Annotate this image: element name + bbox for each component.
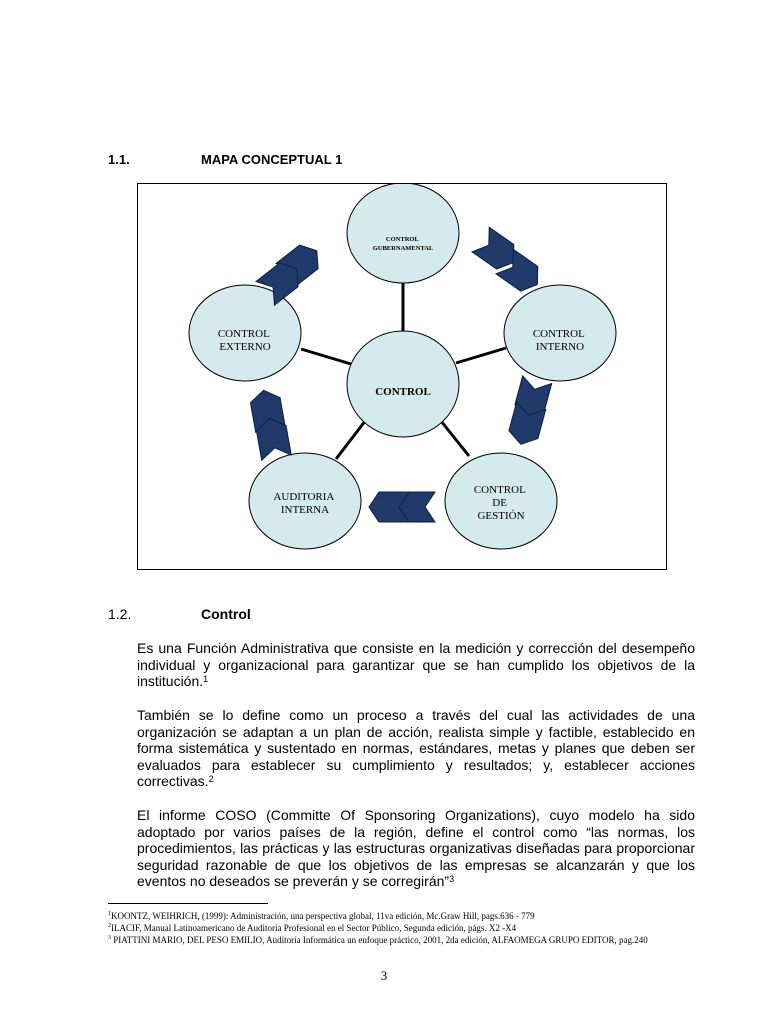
concept-map-svg (138, 184, 666, 569)
section-number: 1.1. (108, 152, 130, 167)
paragraph: Es una Función Administrativa que consiste en la medición y corrección del desempeño individual y organizacional para garantizar que se han cumplido los objetivos de la institución.$^1$ (137, 640, 695, 690)
section-number: 1.2. (108, 606, 132, 622)
node-top-label: CONTROL GUBERNAMENTAL (372, 236, 434, 252)
node-center (347, 331, 459, 437)
page-number: 3 (380, 968, 388, 983)
footnote: $^3$ PIATTINI MARIO, DEL PESO EMILIO, Auditoría Informática un enfoque práctico, 2001, 2da edición, ALFAOMEGA GRUPO EDITOR, pag.240 (108, 935, 648, 945)
footnote-ref: 2 (208, 774, 214, 785)
node-top (347, 184, 459, 283)
node-bottom-left-label: AUDITORIA INTERNA (273, 491, 334, 516)
node-left-label: CONTROL EXTERNO (217, 328, 271, 353)
section-title: Control (201, 606, 251, 622)
connector-left (301, 349, 351, 364)
node-center-label: CONTROL (375, 386, 431, 398)
paragraph: También se lo define como un proceso a través del cual las actividades de una organización se adaptan a un plan de acción, realista simple y factible, establecido en forma sistemática y sustentado en normas, estándares, metas y planes que deben ser evaluados para establecer su cumplimiento y resultados; y, establecer acciones correctivas.$^2$ (137, 707, 695, 790)
footnote-divider (108, 903, 268, 904)
footnote: $^1$KOONTZ, WEIHRICH, (1999): Administración, una perspectiva global, 11va edición, Mc.Graw Hill, pags.636 - 779 (108, 911, 535, 921)
node-right-label: CONTROL INTERNO (532, 328, 585, 353)
paragraph: El informe COSO (Committe Of Sponsoring Organizations), cuyo modelo ha sido adoptado por varios países de la región, define el control como “las normas, los procedimientos, las prácticas y las estructuras organizativas diseñadas para proporcionar seguridad razonable de que los objetivos de las empresas se alcanzarán y que los eventos no deseados se preverán y se corregirán”$^3$ (137, 807, 695, 890)
footnote: $^2$ILACIF, Manual Latinoamericano de Auditoría Profesional en el Sector Público, Segunda edición, págs. X2 -X4 (108, 923, 517, 933)
node-bottom-right-label: CONTROL DE GESTIÓN (473, 484, 526, 522)
footnote-ref: 1 (203, 674, 209, 685)
connector-right (456, 348, 506, 363)
footnote-ref: 3 (449, 874, 455, 885)
concept-map (137, 183, 667, 570)
section-title: MAPA CONCEPTUAL 1 (201, 152, 343, 167)
